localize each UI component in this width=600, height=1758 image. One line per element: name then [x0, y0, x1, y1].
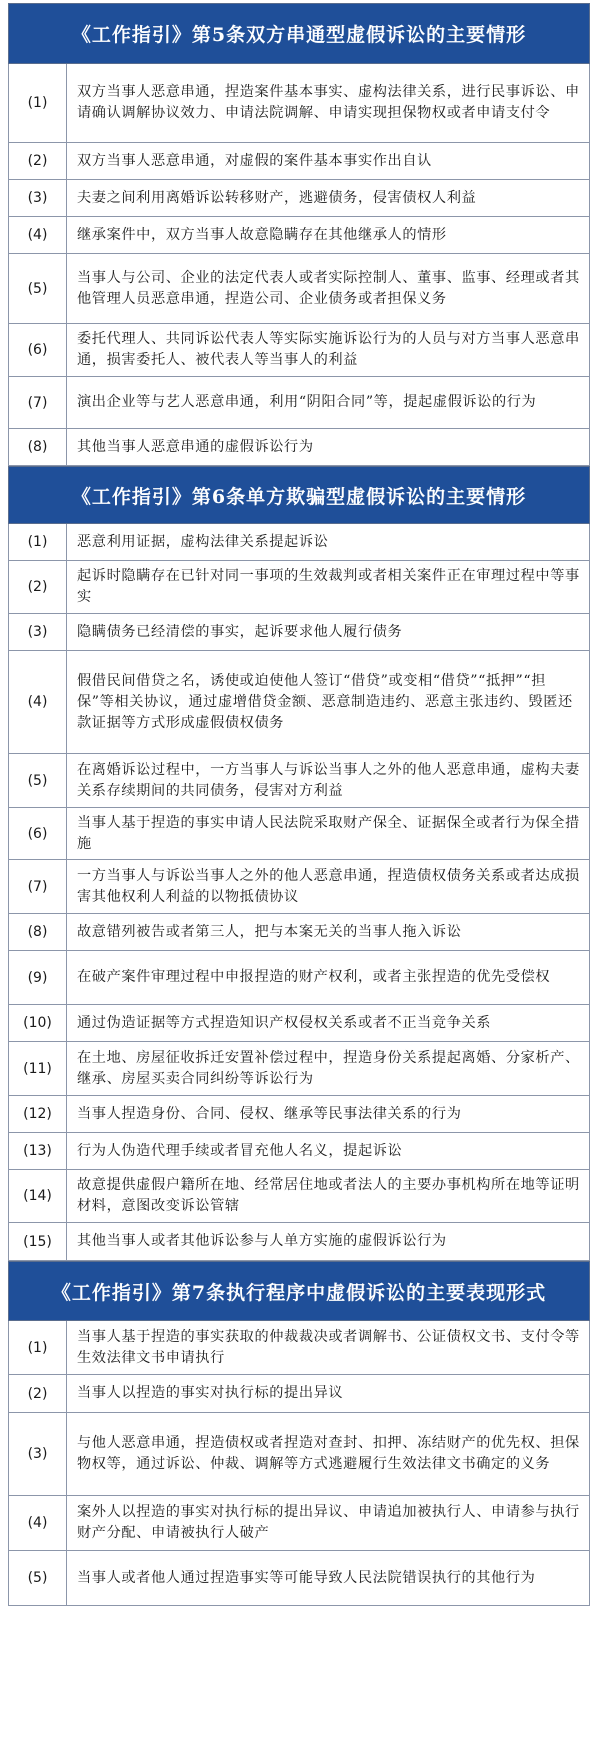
- item-number: (12): [9, 1096, 67, 1132]
- table-row: [8, 1496, 590, 1551]
- item-number: (7): [9, 377, 67, 428]
- table-row: [8, 951, 590, 1005]
- table-row: [8, 64, 590, 143]
- table-row: [8, 1096, 590, 1133]
- item-number: (4): [9, 651, 67, 753]
- item-number: (15): [9, 1223, 67, 1260]
- document-table: [8, 3, 590, 1606]
- item-text: 当事人或者他人通过捏造事实等可能导致人民法院错误执行的其他行为: [77, 1569, 536, 1586]
- item-number: (6): [9, 324, 67, 376]
- item-text: 委托代理人、共同诉讼代表人等实际实施诉讼行为的人员与对方当事人恶意串通，损害委托人、被代表人等当事人的利益: [77, 331, 580, 368]
- item-number: (6): [9, 808, 67, 859]
- item-text: 恶意利用证据，虚构法律关系提起诉讼: [77, 533, 329, 550]
- item-number: (8): [9, 914, 67, 950]
- table-row: [8, 324, 590, 377]
- item-text: 在离婚诉讼过程中，一方当事人与诉讼当事人之外的他人恶意串通，虚构夫妻关系存续期间的共同债务，侵害对方利益: [77, 761, 580, 799]
- table-row: [8, 429, 590, 466]
- item-number: (8): [9, 429, 67, 465]
- table-row: [8, 651, 590, 754]
- table-row: [8, 808, 590, 860]
- table-row: [8, 614, 590, 651]
- table-row: [8, 1375, 590, 1413]
- table-row: [8, 1223, 590, 1261]
- item-text: 案外人以捏造的事实对执行标的提出异议、申请追加被执行人、申请参与执行财产分配、申请被执行人破产: [77, 1504, 580, 1541]
- table-row: [8, 1042, 590, 1096]
- item-number: (13): [9, 1133, 67, 1169]
- item-number: (4): [9, 1496, 67, 1550]
- item-number: (1): [9, 524, 67, 560]
- item-number: (2): [9, 561, 67, 613]
- table-row: [8, 377, 590, 429]
- item-number: (3): [9, 180, 67, 216]
- item-text: 当事人捏造身份、合同、侵权、继承等民事法律关系的行为: [77, 1105, 462, 1122]
- table-row: [8, 217, 590, 254]
- item-number: (11): [9, 1042, 67, 1095]
- item-number: (4): [9, 217, 67, 253]
- item-number: (14): [9, 1170, 67, 1222]
- table-row: [8, 1133, 590, 1170]
- item-text: 当事人以捏造的事实对执行标的提出异议: [77, 1385, 344, 1401]
- item-text: 隐瞒债务已经清偿的事实，起诉要求他人履行债务: [77, 623, 403, 640]
- item-text: 与他人恶意串通，捏造债权或者捏造对查封、扣押、冻结财产的优先权、担保物权等，通过诉讼、仲裁、调解等方式逃避履行生效法律文书确定的义务: [77, 1435, 580, 1472]
- item-text: 假借民间借贷之名，诱使或迫使他人签订“借贷”或变相“借贷”“抵押”“担保”等相关协议，通过虚增借贷金额、恶意制造违约、恶意主张违约、毁匿还款证据等方式形成虚假债权债务: [77, 672, 573, 731]
- item-number: (9): [9, 951, 67, 1004]
- item-text: 一方当事人与诉讼当事人之外的他人恶意串通，捏造债权债务关系或者达成损害其他权利人利益的以物抵债协议: [77, 867, 580, 905]
- item-text: 当事人与公司、企业的法定代表人或者实际控制人、董事、监事、经理或者其他管理人员恶意串通，捏造公司、企业债务或者担保义务: [77, 269, 580, 307]
- item-number: (5): [9, 1551, 67, 1605]
- table-row: [8, 1413, 590, 1496]
- table-row: [8, 254, 590, 324]
- item-text: 双方当事人恶意串通，对虚假的案件基本事实作出自认: [77, 152, 432, 169]
- table-row: [8, 1551, 590, 1606]
- item-text: 在破产案件审理过程中申报捏造的财产权利，或者主张捏造的优先受偿权: [77, 969, 551, 985]
- section-header: 《工作指引》第5条双方串通型虚假诉讼的主要情形: [8, 3, 590, 64]
- item-number: (3): [9, 614, 67, 650]
- item-text: 继承案件中，双方当事人故意隐瞒存在其他继承人的情形: [77, 226, 447, 243]
- table-row: [8, 1170, 590, 1223]
- item-text: 故意提供虚假户籍所在地、经常居住地或者法人的主要办事机构所在地等证明材料，意图改变诉讼管辖: [77, 1177, 580, 1214]
- item-number: (5): [9, 254, 67, 323]
- item-number: (3): [9, 1413, 67, 1495]
- item-number: (2): [9, 143, 67, 179]
- item-text: 起诉时隐瞒存在已针对同一事项的生效裁判或者相关案件正在审理过程中等事实: [77, 568, 580, 605]
- item-number: (10): [9, 1005, 67, 1041]
- item-text: 其他当事人或者其他诉讼参与人单方实施的虚假诉讼行为: [77, 1233, 447, 1249]
- item-text: 在土地、房屋征收拆迁安置补偿过程中，捏造身份关系提起离婚、分家析产、继承、房屋买卖合同纠纷等诉讼行为: [77, 1049, 580, 1087]
- item-number: (1): [9, 1321, 67, 1374]
- item-number: (2): [9, 1375, 67, 1412]
- item-text: 其他当事人恶意串通的虚假诉讼行为: [77, 438, 314, 455]
- item-text: 通过伪造证据等方式捏造知识产权侵权关系或者不正当竞争关系: [77, 1014, 492, 1031]
- table-row: [8, 914, 590, 951]
- table-row: [8, 561, 590, 614]
- section-header: 《工作指引》第7条执行程序中虚假诉讼的主要表现形式: [8, 1261, 590, 1321]
- section-header: 《工作指引》第6条单方欺骗型虚假诉讼的主要情形: [8, 466, 590, 524]
- table-row: [8, 1005, 590, 1042]
- item-text: 当事人基于捏造的事实申请人民法院采取财产保全、证据保全或者行为保全措施: [77, 814, 580, 852]
- table-row: [8, 754, 590, 808]
- item-number: (1): [9, 64, 67, 142]
- item-text: 夫妻之间利用离婚诉讼转移财产，逃避债务，侵害债权人利益: [77, 189, 477, 206]
- table-row: [8, 1321, 590, 1375]
- table-row: [8, 524, 590, 561]
- item-text: 行为人伪造代理手续或者冒充他人名义，提起诉讼: [77, 1142, 403, 1159]
- item-text: 故意错列被告或者第三人，把与本案无关的当事人拖入诉讼: [77, 923, 462, 940]
- table-row: [8, 180, 590, 217]
- table-row: [8, 143, 590, 180]
- table-row: [8, 860, 590, 914]
- item-text: 当事人基于捏造的事实获取的仲裁裁决或者调解书、公证债权文书、支付令等生效法律文书申请执行: [77, 1328, 580, 1366]
- item-number: (7): [9, 860, 67, 913]
- item-text: 演出企业等与艺人恶意串通，利用“阴阳合同”等，提起虚假诉讼的行为: [77, 394, 537, 410]
- item-number: (5): [9, 754, 67, 807]
- item-text: 双方当事人恶意串通，捏造案件基本事实、虚构法律关系，进行民事诉讼、申请确认调解协议效力、申请法院调解、申请实现担保物权或者申请支付令: [77, 84, 580, 121]
